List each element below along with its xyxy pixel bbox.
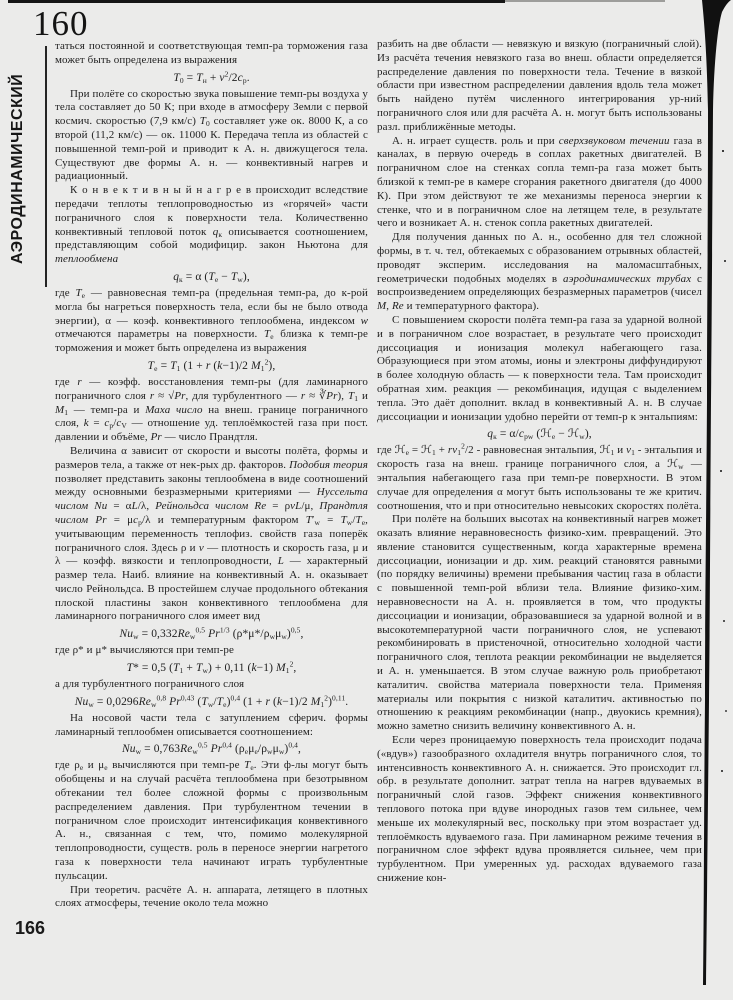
formula: qк = α (Te − Tw),	[173, 270, 250, 284]
paragraph: При теоретич. расчёте А. н. аппарата, летящего в плотных слоях атмосферы, течение около тела можно	[55, 883, 368, 910]
paragraph: где r — коэфф. восстановления темп-ры (для ламинарного пограничного слоя r ≈ √Pr, для турбулентного — r ≈ ∛Pr), T1 и M1 — темп-ра и Маха число на внеш. границе пограничного слоя, k = cp/cV — отношение уд. теплоёмкостей газа при пост. давлении и объёме, Pr — число Прандтля.	[55, 375, 368, 444]
formula: qк = α/cpw (ℋe − ℋw),	[487, 428, 592, 442]
paragraph: таться постоянной и соответствующая темп-ра торможения газа может быть определена из выражения	[55, 40, 368, 66]
page-number-header: 160	[33, 4, 89, 43]
formula: Nuw = 0,0296Rew$^{0,8}$ Pr$^{0,43}$ $(Tw/Te)^{0,4}$ (1 + r (k−1)/2 $M1^2)^{0,11}$.	[74, 693, 349, 709]
scan-top-edge-faint	[505, 0, 665, 2]
paragraph: А. н. играет существ. роль и при сверхзвуковом течении газа в каналах, в первую очередь в соплах ракетных двигателей. В пограничном слое на стенках сопла темп-ра газа может быть близкой к темп-ре в камере сгорания ракетного двигателя (до 4000 К). При этом действуют те же механизмы переноса энергии к стенке, что и в пограничном слое на летящем теле, в результате чего и возникает А. н. стенок сопла ракетных двигателей.	[377, 134, 702, 230]
scan-noise-specks	[722, 150, 724, 152]
paragraph: При полёте на больших высотах на конвективный нагрев может оказать влияние неравновесность физико-хим. превращений. Это явление становится существенным, когда характерные времена диссоциации, ионизации и др. хим. реакций становятся равными (по порядку величины) времени пребывания частиц газа в области с повышенной темп-рой вблизи тела. Влияние физико-хим. неравновесности на А. н. проявляется в том, что продукты диссоциации и ионизации, образовавшиеся за ударной волной и в высокотемпературной части пограничного слоя, не успевают рекомбинировать в пристеночной, относительно холодной части пограничного слоя, теплота реакции рекомбинации не выделяется и А. н. уменьшается. В этом случае важную роль приобретают каталитич. свойства материала поверхности тела. Применяя материалы или покрытия с низкой каталитич. активностью по отношению к реакциям рекомбинации (напр., двуокись кремния), можно заметно снизить величину конвективного А. н.	[377, 513, 702, 733]
paragraph: где ρ* и μ* вычисляются при темп-ре	[55, 644, 234, 657]
margin-keyword-label: АЭРОДИНАМИЧЕСКИЙ	[9, 73, 26, 264]
paragraph: На носовой части тела с затуплением сферич. формы ламинарный теплообмен описывается соотношением:	[55, 711, 368, 738]
article-left-column	[55, 40, 368, 911]
article-right-column	[377, 38, 702, 886]
paragraph: а для турбулентного пограничного слоя	[55, 678, 245, 691]
paragraph: К о н в е к т и в н ы й н а г р е в происходит вследствие передачи теплоты теплопроводностью из «горячей» части пограничного слоя к поверхности тела. Количественно конвективный тепловой поток qк описывается соотношением, представляющим собой модифицир. закон Ньютона для теплообмена	[55, 184, 368, 266]
page-number-footer: 166	[15, 918, 46, 938]
formula: Te = T1 (1 + r (k−1)/2 $M1^2$),	[147, 357, 276, 373]
formula: T* = 0,5 (T1 + Tw) + 0,11 (k−1) $M1^2$,	[126, 659, 297, 676]
margin-rule	[45, 46, 47, 287]
scan-top-edge	[8, 0, 505, 3]
paragraph: Если через проницаемую поверхность тела происходит подача («вдув») газообразного охладителя внутрь пограничного слоя, то интенсивность конвективного А. н. снижается. Это происходит гл. обр. в результате дополнит. затрат тепла на нагрев вдуваемых в пограничный слой газов. Эффект снижения конвективного теплового потока при вдуве инородных газов тем сильнее, чем меньше их молекулярный вес, поскольку при этом возрастает уд. теплоёмкость вдуваемого газа. При ламинарном режиме течения в пограничном слое эффект вдува проявляется сильнее, чем при турбулентном. При умеренных уд. расходах вдуваемого газа снижение кон-	[377, 734, 702, 885]
paragraph: С повышением скорости полёта темп-ра газа за ударной волной и в пограничном слое возрастает, в результате чего происходит диссоциация и ионизация молекул набегающего газа. Образующиеся при этом атомы, ионы и электроны диффундируют в более холодную область — к поверхности тела. Там происходит обратная хим. реакция — рекомбинация, идущая с выделением тепла. Это даёт дополнит. вклад в конвективный А. н. В случае диссоциации и ионизации удобно перейти от темп-р к энтальпиям:	[377, 313, 702, 423]
paragraph: где ρe и μe вычисляются при темп-ре Te. Эти ф-лы могут быть обобщены и на случай расчёта теплообмена при безотрывном обтекании тел более сложной формы с произвольным распределением давления. При турбулентном течении в пограничном слое происходит интенсификация конвективного А. н., связанная с тем, что, помимо молекулярной теплопроводности, существ. роль в переносе энергии нагретого газа к поверхности тела начинают играть турбулентные пульсации.	[55, 759, 368, 882]
formula: Nuw = 0,332Rew$^{0,5}$ $Pr^{1/3}$ $(\rho*\mu*/\rho w\mu w)^{0,5}$,	[119, 625, 304, 642]
paragraph: Величина α зависит от скорости и высоты полёта, формы и размеров тела, а также от нек-рых др. факторов. Подобия теория позволяет представить законы теплообмена в виде соотношений между основными безразмерными критериями — Нуссельта числом Nu = αL/λ, Рейнольдса числом Re = ρvL/μ, Прандтля числом Pr = μcp/λ и температурным фактором T′w = Tw/Te, учитывающим переменность теплофиз. свойств газа поперёк пограничного слоя. Здесь ρ и v — плотность и скорость газа, μ и λ — коэфф. вязкости и теплопроводности, L — характерный размер тела. Наиб. влияние на конвективный А. н. оказывает число Рейнольдса. В простейшем случае продольного обтекания плоской пластины закон конвективного теплообмена для ламинарного пограничного слоя имеет вид	[55, 444, 369, 623]
paragraph: где Te — равновесная темп-ра (предельная темп-ра, до к-рой могла бы нагреться поверхность тела, если бы не было отвода энергии), α — коэф. конвективного теплообмена, индексом w отмечаются параметры на поверхности. Te близка к темп-ре торможения и может быть определена из выражения	[55, 286, 368, 355]
paragraph: разбить на две области — невязкую и вязкую (пограничный слой). Из расчёта течения невязкого газа во внеш. области определяется распределение давления по поверхности тела. Течение в вязкой области при известном распределении давления вдоль тела может быть найдено путём численного интегрирования ур-ний пограничного слоя или для расчёта А. н. могут быть использованы разл. приближённые методы.	[377, 38, 702, 133]
formula: T0 = Tн + $v^2/2cp$.	[173, 69, 250, 85]
paragraph: где ℋe = ℋ1 + $rv1^2/2$ - равновесная энтальпия, ℋ1 и v1 - энтальпия и скорость газа на внеш. границе пограничного слоя, а ℋw — энтальпия набегающего газа при темп-ре поверхности. В этом случае для определения α могут быть использованы те же критич. соотношения, что и при относительно невысоких скоростях полёта.	[377, 441, 703, 512]
paragraph: При полёте со скоростью звука повышение темп-ры воздуха у тела составляет до 50 К; при входе в атмосферу Земли с первой космич. скоростью (7,9 км/с) T0 составляет уже ок. 8000 К, а со второй (11,2 км/с) — ок. 11000 К. Передача тепла из областей с повышенной темп-рой и приводит к А. н. движущегося тела. Существуют две формы А. н. — конвективный нагрев и радиационный.	[55, 87, 368, 183]
paragraph: Для получения данных по А. н., особенно для тел сложной формы, в т. ч. тел, обтекаемых с образованием отрывных областей, проводят эксперим. исследования на маломасштабных, геометрически подобных моделях в аэродинамических трубах с воспроизведением определяющих безразмерных параметров (чисел M, Re и температурного фактора).	[377, 231, 702, 313]
formula: Nuw = 0,763Rew$^{0,5}$ Pr$^{0,4}$ $(\rho e\mu e/\rho w\mu w)^{0,4}$,	[122, 740, 301, 757]
